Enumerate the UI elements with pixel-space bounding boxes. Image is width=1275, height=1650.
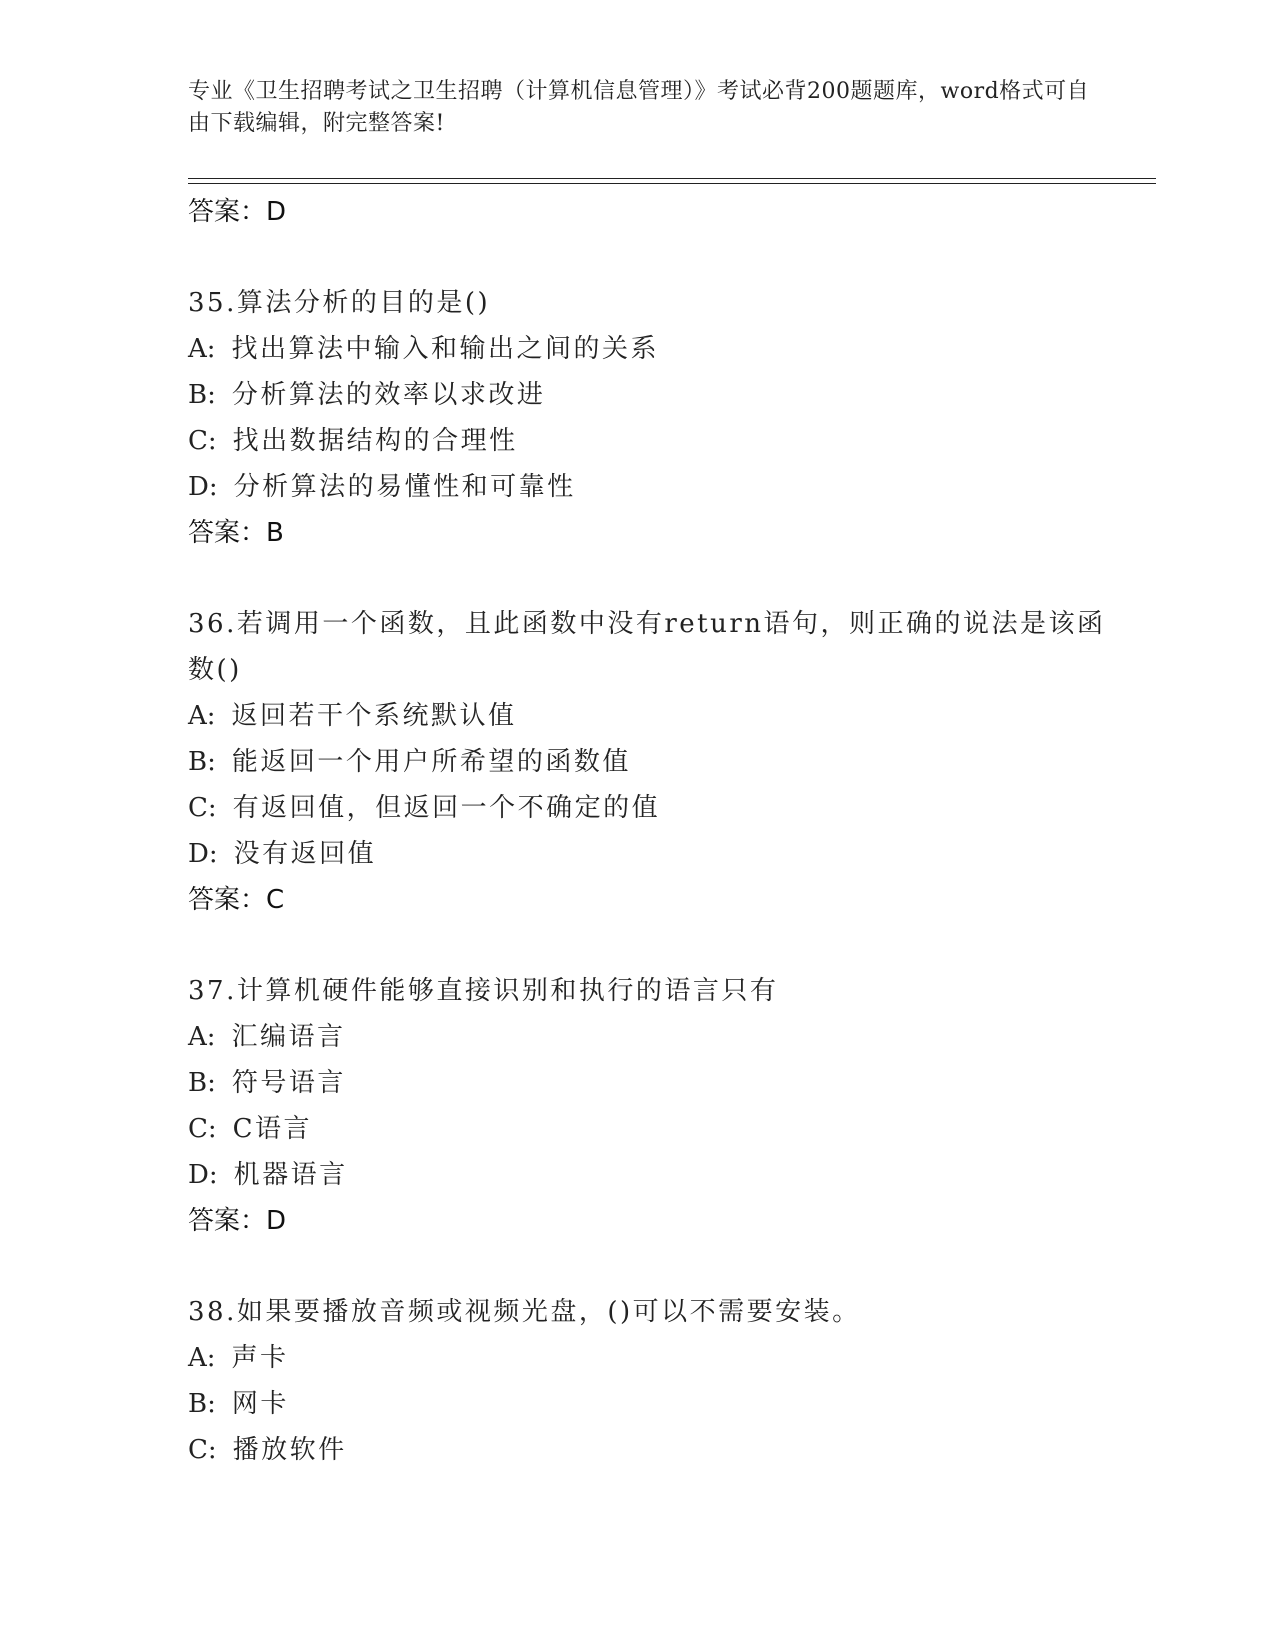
option-letter: C: <box>188 1114 217 1144</box>
answer-line <box>188 189 1128 235</box>
question-text <box>188 968 1128 1014</box>
question-text <box>188 1289 1128 1335</box>
answer-value: C <box>266 885 285 915</box>
option-d <box>188 1152 1128 1198</box>
option-text: 分析算法的效率以求改进 <box>231 380 546 410</box>
answer-value: D <box>266 1206 287 1236</box>
option-letter: C: <box>188 426 217 456</box>
block-gap <box>188 923 1128 968</box>
option-letter: A: <box>188 334 216 364</box>
option-letter: A: <box>188 1022 216 1052</box>
answer-label: 答案： <box>188 197 267 227</box>
question-number: 37. <box>188 976 237 1006</box>
header-rule-bottom <box>188 183 1156 184</box>
question-text <box>188 280 1128 326</box>
answer-label: 答案： <box>188 518 267 548</box>
option-letter: C: <box>188 793 217 823</box>
option-text: 汇编语言 <box>231 1022 346 1052</box>
question-38 <box>188 1289 1128 1473</box>
option-a <box>188 326 1128 372</box>
option-text: 没有返回值 <box>233 839 377 869</box>
block-gap <box>188 1244 1128 1289</box>
answer-value: B <box>266 518 285 548</box>
answer-label: 答案： <box>188 1206 267 1236</box>
option-text: 找出数据结构的合理性 <box>232 426 518 456</box>
option-a <box>188 1014 1128 1060</box>
option-letter: C: <box>188 1435 217 1465</box>
question-37 <box>188 968 1128 1244</box>
option-b <box>188 1381 1128 1427</box>
option-text: 网卡 <box>231 1389 289 1419</box>
question-36 <box>188 601 1128 923</box>
option-c <box>188 1427 1128 1473</box>
option-c <box>188 418 1128 464</box>
block-gap <box>188 556 1128 601</box>
option-b <box>188 1060 1128 1106</box>
option-letter: D: <box>188 839 218 869</box>
question-stem: 算法分析的目的是() <box>236 288 491 318</box>
option-letter: B: <box>188 1389 216 1419</box>
option-text: 播放软件 <box>232 1435 347 1465</box>
option-letter: D: <box>188 1160 218 1190</box>
answer-value: D <box>266 197 287 227</box>
option-letter: B: <box>188 747 216 777</box>
option-b <box>188 739 1128 785</box>
question-text <box>188 601 1128 693</box>
option-letter: B: <box>188 380 216 410</box>
option-a <box>188 1335 1128 1381</box>
question-list <box>188 189 1128 1473</box>
option-text: C语言 <box>232 1114 313 1144</box>
question-stem: 如果要播放音频或视频光盘，()可以不需要安装。 <box>236 1297 861 1327</box>
answer-line <box>188 1198 1128 1244</box>
question-stem: 计算机硬件能够直接识别和执行的语言只有 <box>236 976 779 1006</box>
option-letter: A: <box>188 701 216 731</box>
option-c <box>188 1106 1128 1152</box>
document-header: 专业《卫生招聘考试之卫生招聘（计算机信息管理）》考试必背200题题库，word格式可自由下载编辑，附完整答案! <box>188 79 1090 136</box>
option-letter: D: <box>188 472 218 502</box>
question-number: 38. <box>188 1297 237 1327</box>
option-text: 有返回值，但返回一个不确定的值 <box>232 793 661 823</box>
answer-line <box>188 877 1128 923</box>
option-text: 返回若干个系统默认值 <box>231 701 517 731</box>
option-d <box>188 831 1128 877</box>
block-gap <box>188 235 1128 280</box>
option-text: 分析算法的易懂性和可靠性 <box>233 472 576 502</box>
option-text: 能返回一个用户所希望的函数值 <box>231 747 631 777</box>
option-text: 找出算法中输入和输出之间的关系 <box>231 334 660 364</box>
header-rule-top <box>188 178 1156 179</box>
question-35 <box>188 280 1128 556</box>
option-a <box>188 693 1128 739</box>
question-stem: 若调用一个函数，且此函数中没有return语句，则正确的说法是该函数() <box>188 609 1106 685</box>
option-letter: B: <box>188 1068 216 1098</box>
answer-line <box>188 510 1128 556</box>
option-text: 声卡 <box>231 1343 289 1373</box>
answer-label: 答案： <box>188 885 267 915</box>
option-text: 符号语言 <box>231 1068 346 1098</box>
option-c <box>188 785 1128 831</box>
question-number: 36. <box>188 609 237 639</box>
option-text: 机器语言 <box>233 1160 348 1190</box>
question-number: 35. <box>188 288 237 318</box>
option-d <box>188 464 1128 510</box>
option-b <box>188 372 1128 418</box>
option-letter: A: <box>188 1343 216 1373</box>
